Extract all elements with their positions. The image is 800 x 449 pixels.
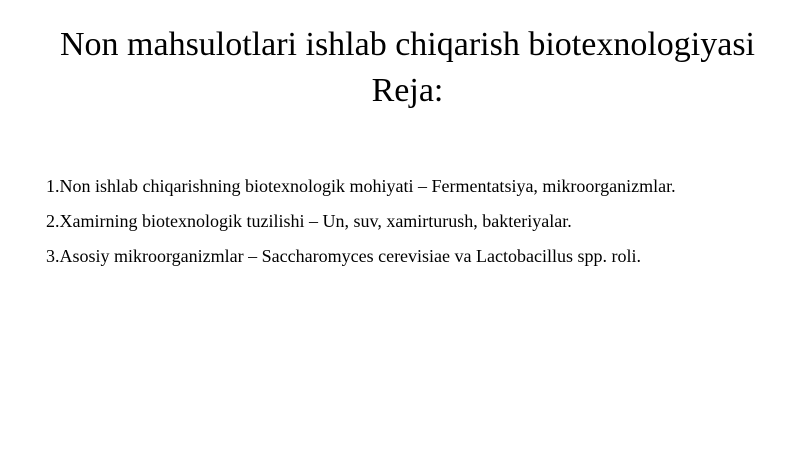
plan-list: [46, 174, 786, 279]
plan-item: 3.Asosiy mikroorganizmlar – Saccharomyces cerevisiae va Lactobacillus spp. roli.: [46, 246, 641, 266]
slide-subtitle: Reja:: [371, 72, 444, 109]
slide-title-block: [0, 22, 800, 114]
plan-item: 2.Xamirning biotexnologik tuzilishi – Un, suv, xamirturush, bakteriyalar.: [46, 211, 572, 231]
plan-item: 1.Non ishlab chiqarishning biotexnologik mohiyati – Fermentatsiya, mikroorganizmlar.: [46, 176, 676, 196]
slide-title: Non mahsulotlari ishlab chiqarish biotexnologiyasi: [59, 26, 755, 63]
